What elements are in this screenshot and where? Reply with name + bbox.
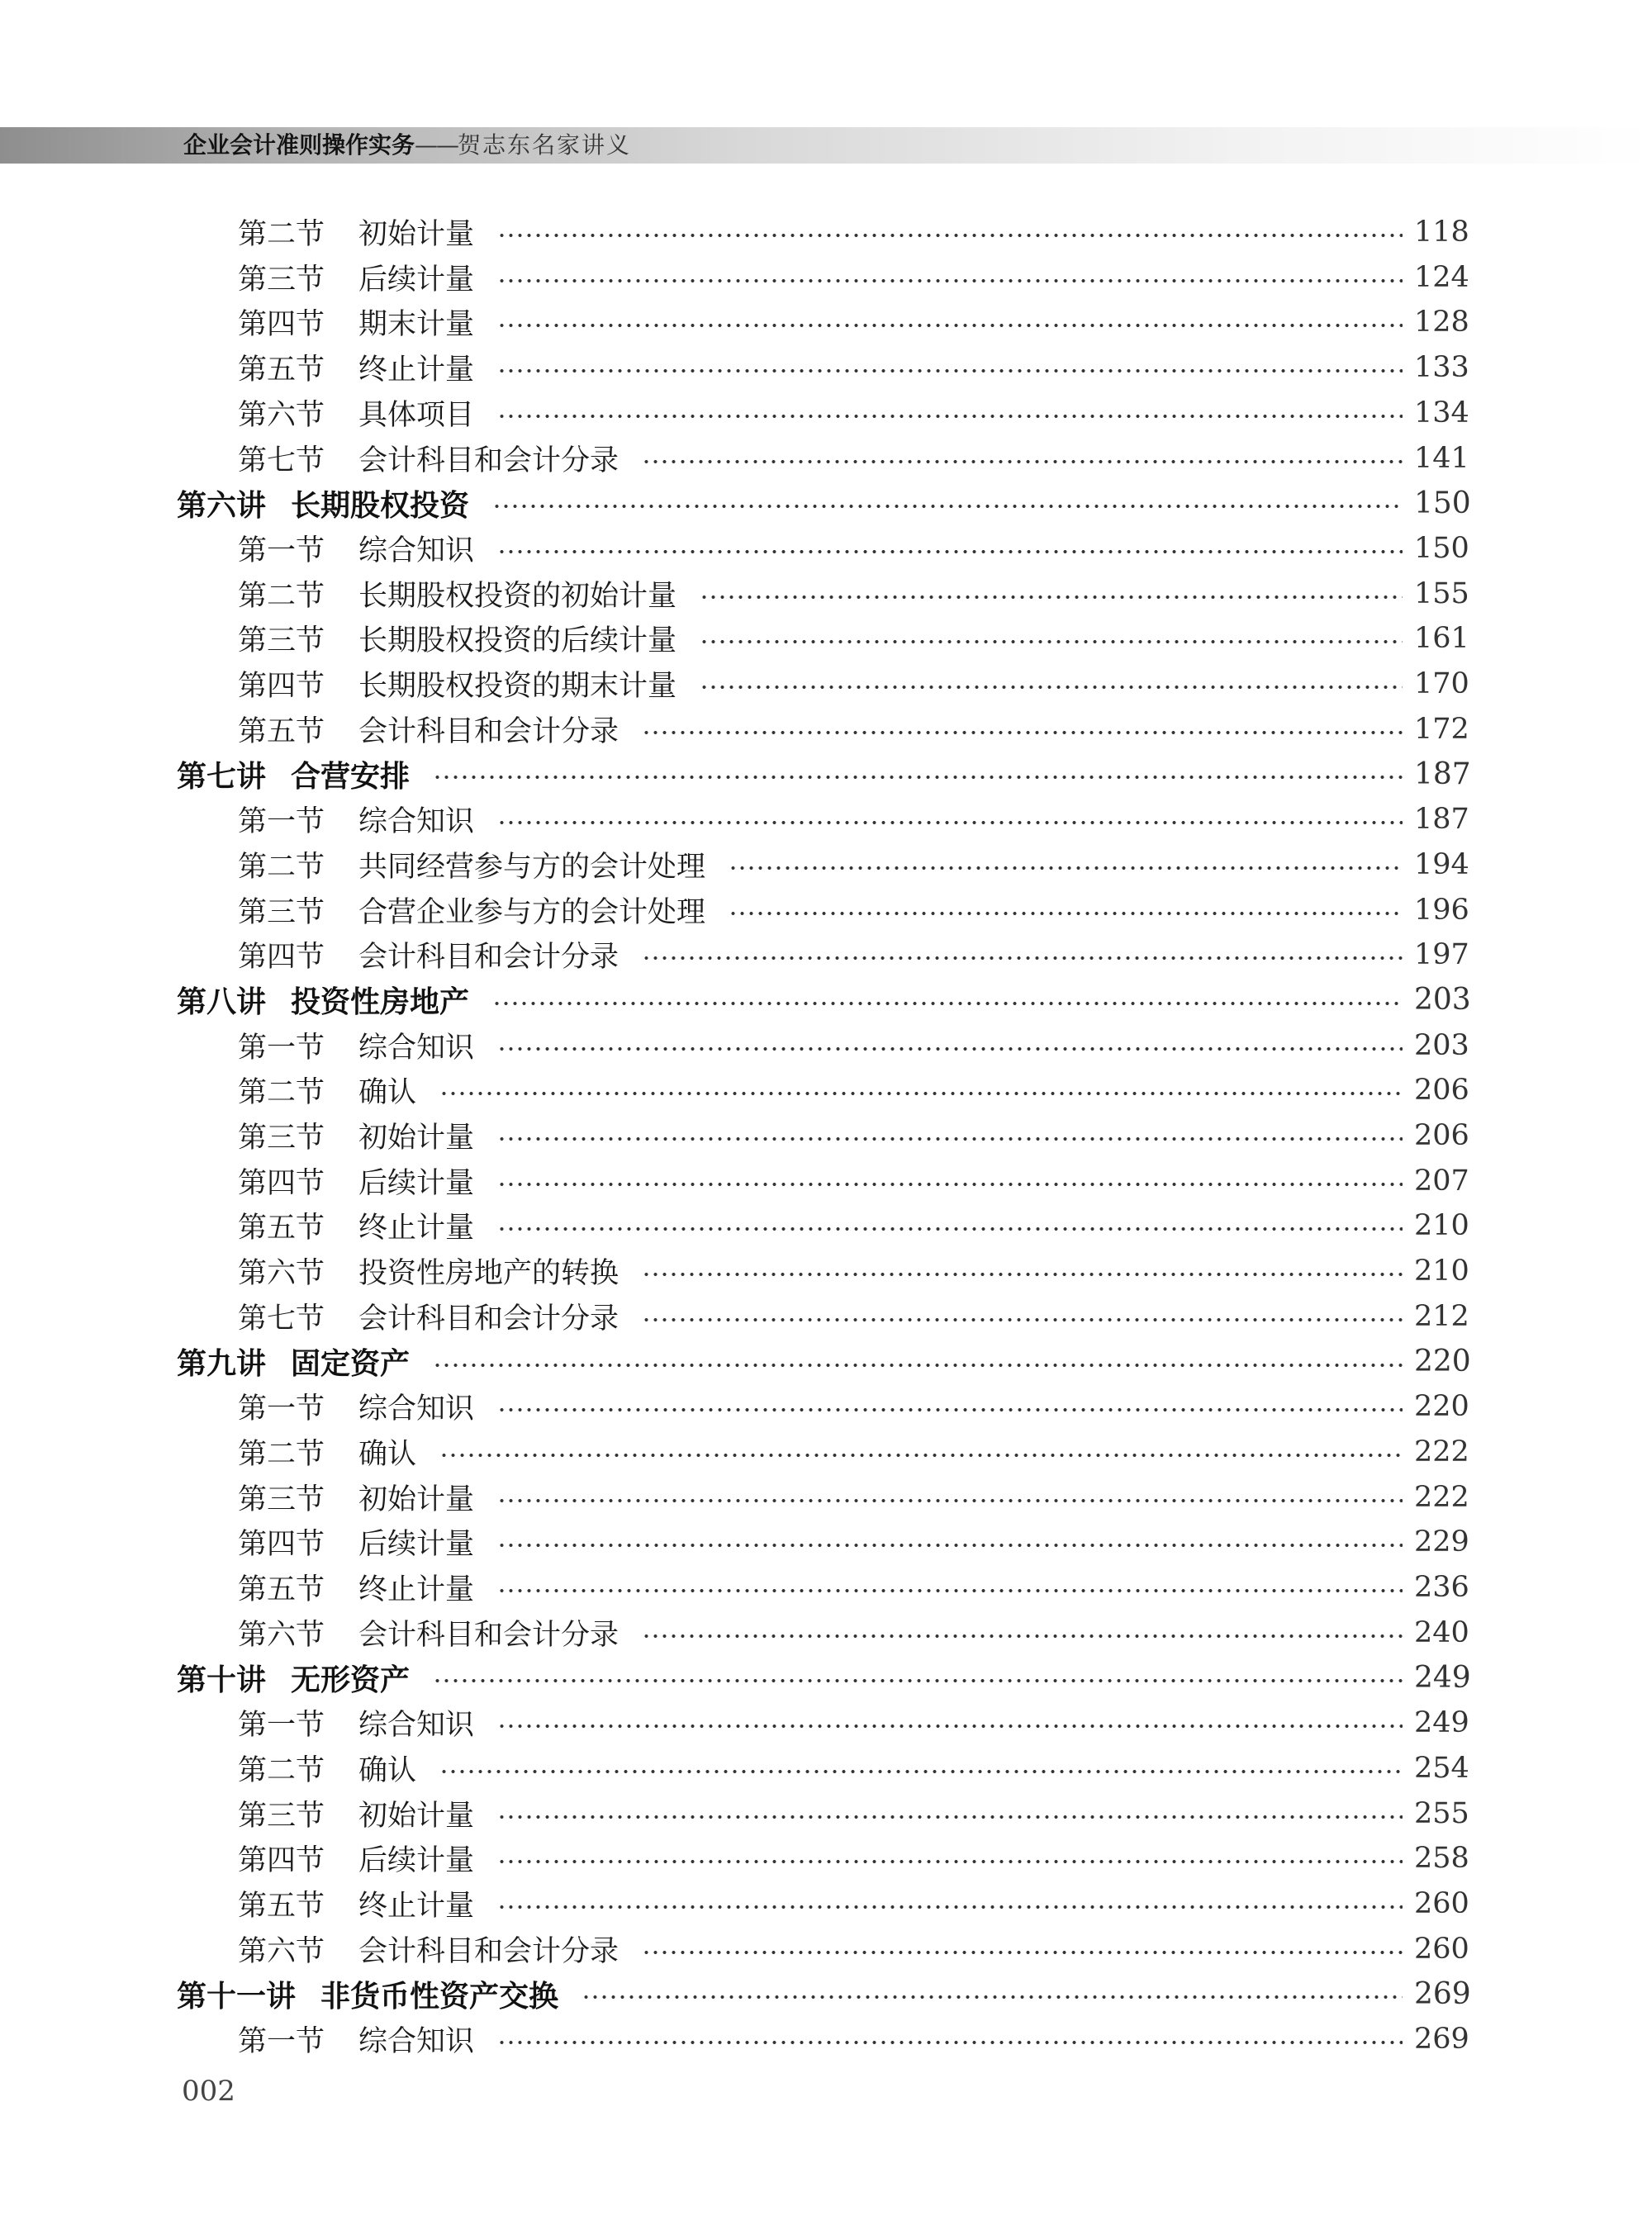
dot-leader (729, 866, 1403, 871)
toc-section-entry[interactable] (238, 210, 1469, 254)
toc-page-number: 222 (1414, 1480, 1469, 1514)
section-number: 第三节 (238, 1122, 325, 1155)
section-number: 第四节 (238, 670, 325, 703)
toc-section-entry[interactable] (238, 345, 1469, 390)
dot-leader (492, 504, 1403, 509)
section-number: 第二节 (238, 850, 325, 884)
chapter-title: 合营安排 (291, 759, 411, 794)
section-title: 期末计量 (358, 308, 475, 342)
dot-leader (433, 1363, 1403, 1368)
toc-page-number: 206 (1414, 1074, 1469, 1108)
toc-page-number: 220 (1414, 1345, 1471, 1378)
toc-page-number: 260 (1414, 1886, 1469, 1920)
book-subtitle: 贺志东名家讲义 (458, 131, 632, 159)
dot-leader (433, 1678, 1403, 1683)
toc-section-entry[interactable] (238, 1159, 1469, 1203)
toc-chapter-entry[interactable] (177, 978, 1471, 1022)
section-title: 共同经营参与方的会计处理 (358, 850, 706, 884)
section-title: 后续计量 (358, 1166, 475, 1200)
toc-section-entry[interactable] (238, 436, 1469, 481)
toc-page-number: 210 (1414, 1255, 1469, 1288)
toc-page-number: 134 (1414, 396, 1469, 429)
toc-page-number: 170 (1414, 667, 1469, 700)
toc-page-number: 150 (1414, 531, 1469, 565)
toc-page-number: 212 (1414, 1299, 1469, 1333)
toc-page-number: 258 (1414, 1842, 1469, 1876)
toc-section-entry[interactable] (238, 1294, 1469, 1339)
toc-page-number: 203 (1414, 983, 1471, 1018)
dot-leader (700, 639, 1403, 644)
dot-leader (439, 1769, 1403, 1774)
chapter-title: 投资性房地产 (291, 985, 470, 1020)
section-number: 第三节 (238, 1483, 325, 1516)
toc-page-number: 220 (1414, 1390, 1469, 1424)
section-title: 后续计量 (358, 1844, 475, 1878)
section-number: 第六节 (238, 1257, 325, 1291)
toc-section-entry[interactable] (238, 1520, 1469, 1564)
section-title: 会计科目和会计分录 (358, 444, 620, 477)
dot-leader (497, 1226, 1403, 1231)
dot-leader (700, 685, 1403, 690)
toc-section-entry[interactable] (238, 842, 1469, 887)
section-number: 第四节 (238, 1844, 325, 1878)
section-number: 第四节 (238, 1528, 325, 1562)
toc-page-number: 269 (1414, 2023, 1469, 2056)
toc-page-number: 236 (1414, 1571, 1469, 1604)
section-number: 第五节 (238, 1212, 325, 1245)
section-title: 长期股权投资的期末计量 (358, 670, 677, 703)
toc-chapter-entry[interactable] (177, 1971, 1471, 2016)
section-number: 第二节 (238, 579, 325, 613)
toc-section-entry[interactable] (238, 1565, 1469, 1610)
dot-leader (497, 1407, 1403, 1412)
section-title: 会计科目和会计分录 (358, 941, 620, 975)
section-title: 初始计量 (358, 1122, 475, 1155)
section-title: 终止计量 (358, 1573, 475, 1606)
toc-section-entry[interactable] (238, 797, 1469, 842)
toc-section-entry[interactable] (238, 255, 1469, 300)
dot-leader (497, 1182, 1403, 1187)
section-number: 第二节 (238, 218, 325, 251)
section-number: 第一节 (238, 1031, 325, 1065)
dot-leader (642, 1950, 1403, 1955)
chapter-title: 固定资产 (291, 1347, 411, 1381)
section-number: 第二节 (238, 1076, 325, 1110)
toc-page-number: 203 (1414, 1028, 1469, 1062)
toc-section-entry[interactable] (238, 2017, 1469, 2061)
section-title: 投资性房地产的转换 (358, 1257, 620, 1291)
toc-page-number: 229 (1414, 1525, 1469, 1559)
section-number: 第六节 (238, 398, 325, 432)
book-title: 企业会计准则操作实务 (183, 131, 415, 159)
toc-section-entry[interactable] (238, 1203, 1469, 1248)
dot-leader (497, 549, 1403, 554)
section-title: 后续计量 (358, 263, 475, 297)
section-title: 合营企业参与方的会计处理 (358, 895, 706, 929)
dot-leader (497, 323, 1403, 328)
dot-leader (729, 911, 1403, 916)
toc-section-entry[interactable] (238, 662, 1469, 706)
section-title: 会计科目和会计分录 (358, 1934, 620, 1968)
dot-leader (497, 1588, 1403, 1593)
section-number: 第一节 (238, 534, 325, 567)
section-title: 综合知识 (358, 805, 475, 839)
toc-section-entry[interactable] (238, 707, 1469, 752)
section-number: 第二节 (238, 1753, 325, 1787)
dot-leader (497, 1543, 1403, 1548)
toc-page-number: 128 (1414, 306, 1469, 339)
chapter-number: 第六讲 (177, 488, 267, 523)
toc-page-number: 196 (1414, 893, 1469, 927)
toc-page-number: 260 (1414, 1932, 1469, 1966)
section-number: 第三节 (238, 1799, 325, 1833)
dot-leader (497, 1859, 1403, 1864)
dot-leader (439, 1453, 1403, 1458)
dot-leader (642, 956, 1403, 961)
toc-section-entry[interactable] (238, 572, 1469, 616)
dot-leader (497, 2040, 1403, 2045)
running-header (183, 127, 631, 164)
section-title: 会计科目和会计分录 (358, 1302, 620, 1335)
section-number: 第三节 (238, 895, 325, 929)
toc-section-entry[interactable] (238, 932, 1469, 977)
section-number: 第一节 (238, 1709, 325, 1743)
dot-leader (439, 1091, 1403, 1096)
toc-page-number: 197 (1414, 938, 1469, 972)
chapter-number: 第九讲 (177, 1347, 267, 1381)
toc-page-number: 249 (1414, 1706, 1469, 1740)
toc-section-entry[interactable] (238, 1836, 1469, 1881)
section-number: 第二节 (238, 1437, 325, 1471)
toc-page-number: 187 (1414, 757, 1471, 791)
dot-leader (433, 775, 1403, 780)
toc-section-entry[interactable] (238, 1430, 1469, 1474)
section-number: 第一节 (238, 2025, 325, 2058)
toc-section-entry[interactable] (238, 1384, 1469, 1429)
toc-section-entry[interactable] (238, 300, 1469, 344)
page-number: 002 (182, 2075, 235, 2108)
section-title: 长期股权投资的初始计量 (358, 579, 677, 613)
section-number: 第四节 (238, 941, 325, 975)
toc-page-number: 254 (1414, 1751, 1469, 1785)
dot-leader (497, 368, 1403, 373)
toc-page-number: 155 (1414, 576, 1469, 610)
dot-leader (497, 414, 1403, 419)
toc-page-number: 194 (1414, 847, 1469, 881)
dot-leader (642, 1634, 1403, 1639)
toc-section-entry[interactable] (238, 888, 1469, 932)
toc-page-number: 124 (1414, 260, 1469, 294)
toc-section-entry[interactable] (238, 1475, 1469, 1520)
section-title: 初始计量 (358, 1483, 475, 1516)
toc-chapter-entry[interactable] (177, 1655, 1471, 1700)
toc-page-number: 207 (1414, 1164, 1469, 1198)
toc-page-number: 249 (1414, 1660, 1471, 1695)
toc-section-entry[interactable] (238, 1068, 1469, 1112)
toc-section-entry[interactable] (238, 1927, 1469, 1971)
section-title: 综合知识 (358, 534, 475, 567)
section-title: 具体项目 (358, 398, 475, 432)
section-number: 第五节 (238, 1889, 325, 1923)
section-title: 确认 (358, 1437, 417, 1471)
toc-section-entry[interactable] (238, 616, 1469, 661)
dot-leader (700, 595, 1403, 600)
toc-chapter-entry[interactable] (177, 1340, 1471, 1384)
toc-page-number: 161 (1414, 622, 1469, 656)
section-number: 第五节 (238, 714, 325, 748)
dot-leader (642, 1317, 1403, 1322)
section-title: 终止计量 (358, 1889, 475, 1923)
section-number: 第七节 (238, 444, 325, 477)
section-title: 综合知识 (358, 2025, 475, 2058)
section-number: 第三节 (238, 263, 325, 297)
dot-leader (497, 1046, 1403, 1051)
section-number: 第三节 (238, 624, 325, 658)
toc-page-number: 150 (1414, 486, 1471, 520)
section-number: 第六节 (238, 1618, 325, 1652)
chapter-title: 无形资产 (291, 1663, 411, 1697)
chapter-title: 长期股权投资 (291, 488, 470, 523)
section-number: 第四节 (238, 1166, 325, 1200)
toc-section-entry[interactable] (238, 1249, 1469, 1293)
toc-page-number: 133 (1414, 351, 1469, 385)
toc-section-entry[interactable] (238, 1791, 1469, 1836)
toc-chapter-entry[interactable] (177, 481, 1471, 525)
toc-section-entry[interactable] (238, 391, 1469, 435)
section-title: 初始计量 (358, 218, 475, 251)
toc-page-number: 206 (1414, 1119, 1469, 1152)
header-separator: —— (415, 131, 458, 159)
section-number: 第四节 (238, 308, 325, 342)
dot-leader (497, 1815, 1403, 1819)
dot-leader (642, 730, 1403, 735)
toc-section-entry[interactable] (238, 526, 1469, 571)
toc-page-number: 210 (1414, 1209, 1469, 1243)
section-number: 第五节 (238, 353, 325, 387)
toc-section-entry[interactable] (238, 1746, 1469, 1791)
dot-leader (497, 1905, 1403, 1910)
section-title: 终止计量 (358, 1212, 475, 1245)
toc-page-number: 269 (1414, 1976, 1471, 2011)
section-title: 综合知识 (358, 1031, 475, 1065)
section-title: 确认 (358, 1753, 417, 1787)
dot-leader (492, 1001, 1403, 1006)
chapter-title: 非货币性资产交换 (320, 1979, 559, 2014)
dot-leader (497, 820, 1403, 825)
dot-leader (582, 1995, 1403, 2000)
toc-page-number: 141 (1414, 441, 1469, 475)
section-title: 综合知识 (358, 1709, 475, 1743)
chapter-number: 第十讲 (177, 1663, 267, 1697)
section-number: 第一节 (238, 805, 325, 839)
section-title: 会计科目和会计分录 (358, 1618, 620, 1652)
dot-leader (642, 459, 1403, 464)
toc-page-number: 255 (1414, 1796, 1469, 1830)
dot-leader (497, 233, 1403, 238)
toc-page-number: 172 (1414, 712, 1469, 746)
toc-section-entry[interactable] (238, 1881, 1469, 1926)
dot-leader (497, 1498, 1403, 1503)
toc-page-number: 222 (1414, 1435, 1469, 1468)
chapter-number: 第七讲 (177, 759, 267, 794)
section-title: 后续计量 (358, 1528, 475, 1562)
toc-section-entry[interactable] (238, 1611, 1469, 1655)
chapter-number: 第八讲 (177, 985, 267, 1020)
toc-section-entry[interactable] (238, 1113, 1469, 1158)
section-title: 会计科目和会计分录 (358, 714, 620, 748)
section-title: 综合知识 (358, 1392, 475, 1426)
dot-leader (497, 278, 1403, 283)
section-title: 初始计量 (358, 1799, 475, 1833)
section-title: 终止计量 (358, 353, 475, 387)
section-number: 第六节 (238, 1934, 325, 1968)
dot-leader (497, 1724, 1403, 1729)
section-title: 确认 (358, 1076, 417, 1110)
section-number: 第五节 (238, 1573, 325, 1606)
dot-leader (642, 1272, 1403, 1277)
section-number: 第一节 (238, 1392, 325, 1426)
section-number: 第七节 (238, 1302, 325, 1335)
toc-page-number: 118 (1414, 216, 1469, 249)
dot-leader (497, 1136, 1403, 1141)
toc-section-entry[interactable] (238, 1701, 1469, 1745)
toc-section-entry[interactable] (238, 1023, 1469, 1068)
toc-page-number: 187 (1414, 803, 1469, 837)
section-title: 长期股权投资的后续计量 (358, 624, 677, 658)
toc-chapter-entry[interactable] (177, 752, 1471, 796)
toc-page-number: 240 (1414, 1615, 1469, 1649)
chapter-number: 第十一讲 (177, 1979, 297, 2014)
